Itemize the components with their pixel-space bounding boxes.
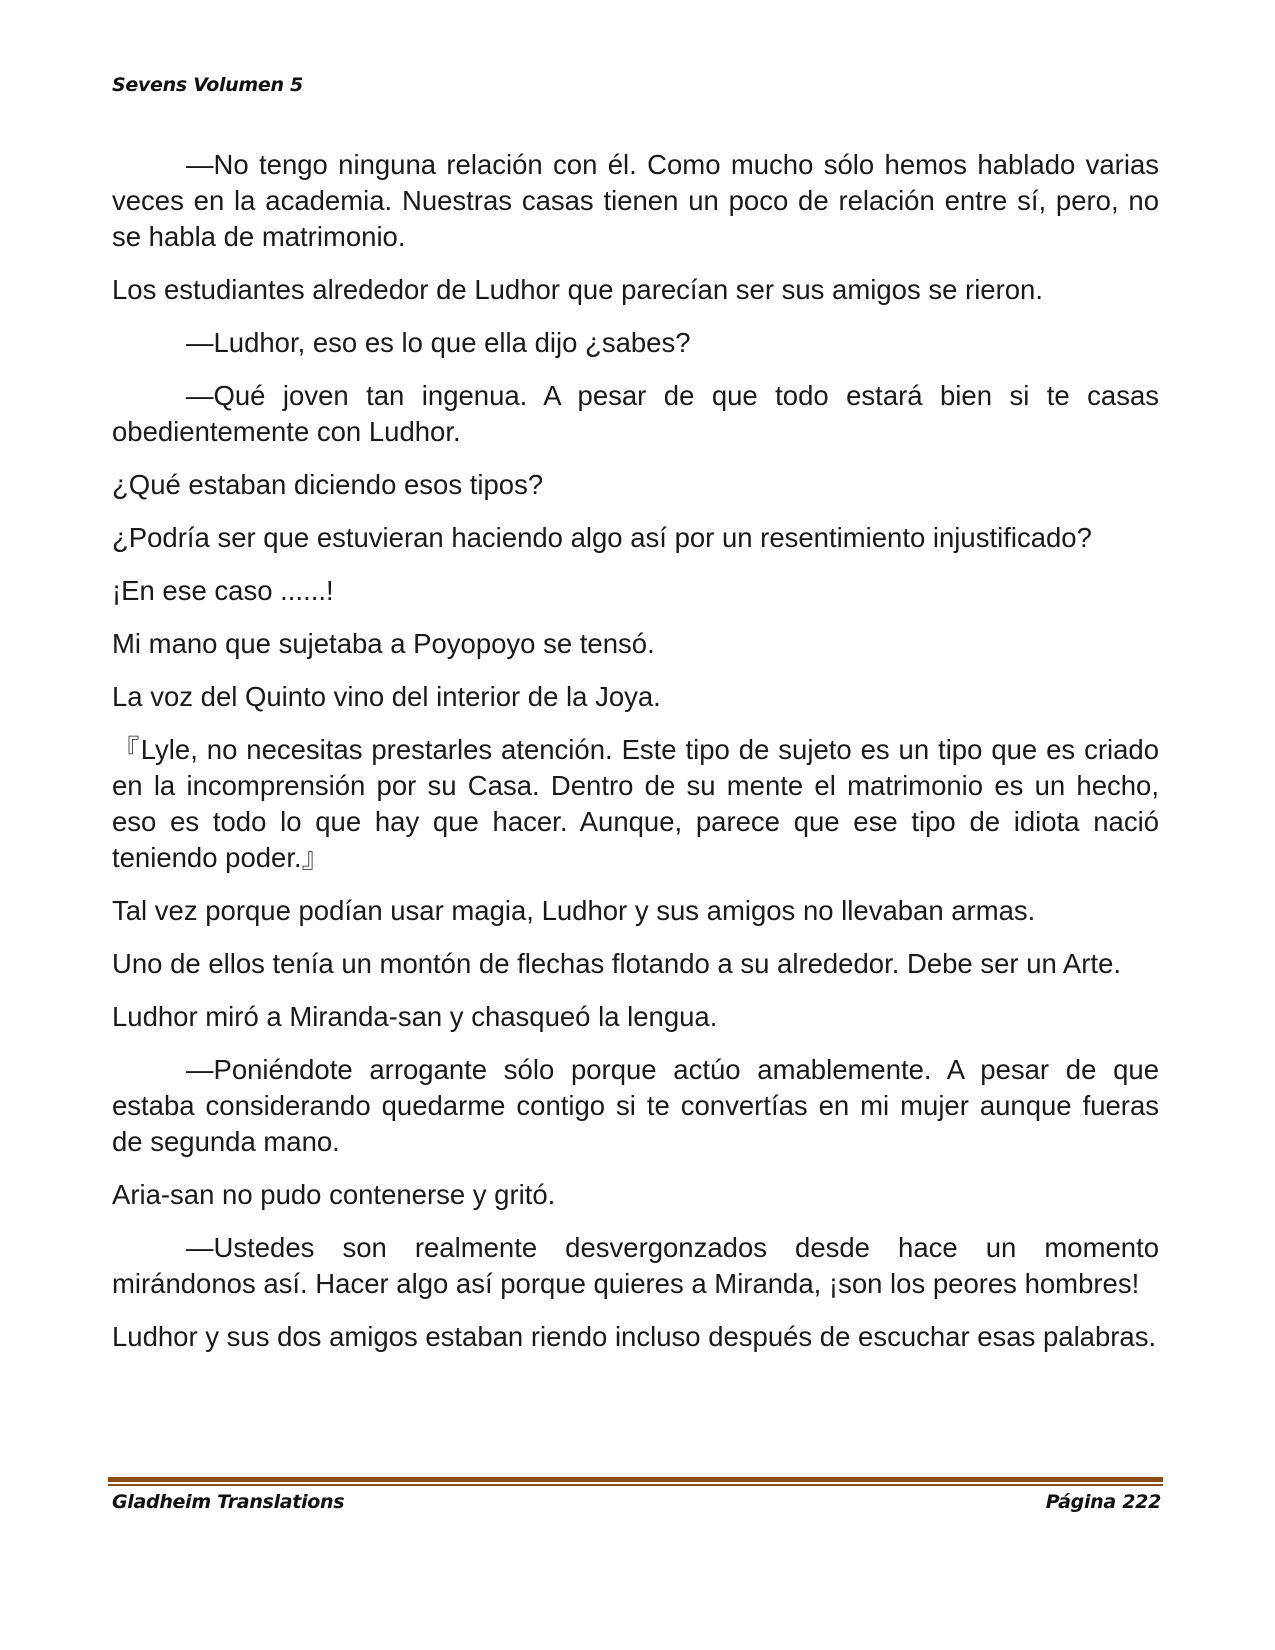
footer-page-number: Página 222 bbox=[1045, 1491, 1161, 1513]
dialogue-paragraph: —No tengo ninguna relación con él. Como mucho sólo hemos hablado varias veces en la academia. Nuestras casas tienen un poco de relación entre sí, pero, no se habla de matrimonio. bbox=[112, 149, 1159, 252]
narration-paragraph: Mi mano que sujetaba a Poyopoyo se tensó. bbox=[112, 628, 655, 659]
footer-divider bbox=[108, 1477, 1163, 1487]
dialogue-paragraph: —Poniéndote arrogante sólo porque actúo amablemente. A pesar de que estaba considerando quedarme contigo si te convertías en mi mujer aunque fueras de segunda mano. bbox=[112, 1054, 1159, 1157]
narration-paragraph: Los estudiantes alrededor de Ludhor que parecían ser sus amigos se rieron. bbox=[112, 274, 1043, 305]
narration-paragraph: ¿Podría ser que estuvieran haciendo algo así por un resentimiento injustificado? bbox=[112, 522, 1092, 553]
narration-paragraph: La voz del Quinto vino del interior de la Joya. bbox=[112, 681, 661, 712]
dialogue-paragraph: —Ustedes son realmente desvergonzados desde hace un momento mirándonos así. Hacer algo así porque quieres a Miranda, ¡son los peores hombres! bbox=[112, 1232, 1159, 1299]
narration-paragraph: Ludhor miró a Miranda-san y chasqueó la lengua. bbox=[112, 1001, 718, 1032]
narration-paragraph: Aria-san no pudo contenerse y gritó. bbox=[112, 1179, 556, 1210]
narration-paragraph: Uno de ellos tenía un montón de flechas flotando a su alrededor. Debe ser un Arte. bbox=[112, 948, 1122, 979]
page-header-title: Sevens Volumen 5 bbox=[112, 74, 303, 96]
dialogue-paragraph: —Qué joven tan ingenua. A pesar de que todo estará bien si te casas obedientemente con Ludhor. bbox=[112, 380, 1159, 447]
narration-paragraph: Ludhor y sus dos amigos estaban riendo incluso después de escuchar esas palabras. bbox=[112, 1321, 1157, 1352]
page-body bbox=[112, 147, 1159, 1372]
narration-paragraph: ¿Qué estaban diciendo esos tipos? bbox=[112, 469, 544, 500]
quoted-voice-paragraph: 『Lyle, no necesitas prestarles atención. Este tipo de sujeto es un tipo que es criado en la incomprensión por su Casa. Dentro de su mente el matrimonio es un hecho, eso es todo lo que hay que hacer. Aunque, parece que ese tipo de idiota nació teniendo poder.』 bbox=[112, 734, 1159, 873]
dialogue-paragraph: —Ludhor, eso es lo que ella dijo ¿sabes? bbox=[186, 327, 691, 358]
footer-publisher: Gladheim Translations bbox=[112, 1491, 345, 1513]
narration-paragraph: Tal vez porque podían usar magia, Ludhor y sus amigos no llevaban armas. bbox=[112, 895, 1036, 926]
narration-paragraph: ¡En ese caso ......! bbox=[112, 575, 334, 606]
